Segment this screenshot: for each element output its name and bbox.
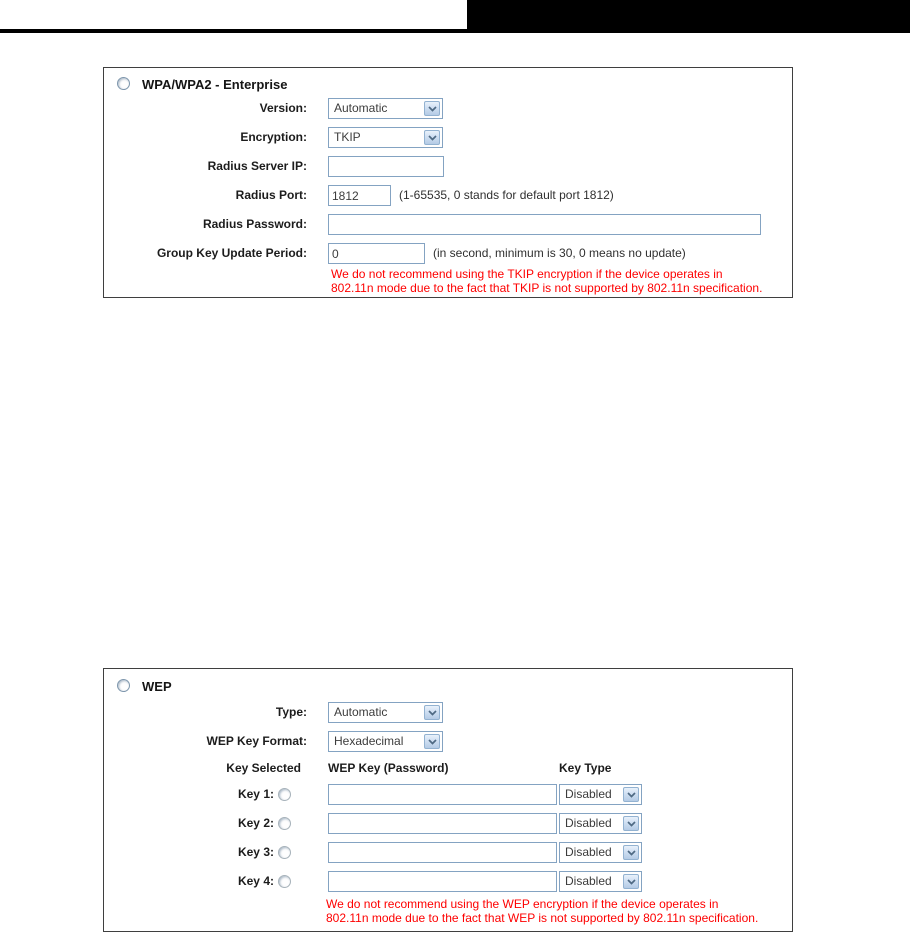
header-rule <box>0 29 910 33</box>
key4-radio[interactable] <box>278 875 291 888</box>
version-label: Version: <box>259 101 307 115</box>
key1-label: Key 1: <box>237 787 274 801</box>
wep-panel <box>103 668 793 932</box>
key4-type-select[interactable] <box>559 871 642 892</box>
key3-input[interactable] <box>328 842 557 863</box>
radius-port-input[interactable] <box>328 185 391 206</box>
wpa-panel-title: WPA/WPA2 - Enterprise <box>142 77 288 92</box>
encryption-select[interactable] <box>328 127 443 148</box>
wep-key-format-label: WEP Key Format: <box>206 734 307 748</box>
key2-input[interactable] <box>328 813 557 834</box>
encryption-select-value: TKIP <box>334 130 361 144</box>
key-selected-header: Key Selected <box>226 761 301 775</box>
wep-key-format-select-value: Hexadecimal <box>334 734 404 748</box>
group-key-update-period-input[interactable] <box>328 243 425 264</box>
wep-warning <box>326 898 758 925</box>
key4-label: Key 4: <box>237 874 274 888</box>
chevron-down-icon <box>424 705 440 720</box>
encryption-label: Encryption: <box>240 130 307 144</box>
chevron-down-icon <box>424 130 440 145</box>
wep-warning-line1: We do not recommend using the WEP encryption if the device operates in <box>326 897 719 911</box>
radius-port-label: Radius Port: <box>235 188 307 202</box>
key-type-header: Key Type <box>559 761 612 775</box>
chevron-down-icon <box>623 845 639 860</box>
key2-radio[interactable] <box>278 817 291 830</box>
wpa-warning-line2: 802.11n mode due to the fact that TKIP is not supported by 802.11n specification. <box>331 280 763 295</box>
key1-radio[interactable] <box>278 788 291 801</box>
radius-port-note: (1-65535, 0 stands for default port 1812) <box>399 188 614 202</box>
wpa-warning <box>331 268 762 295</box>
key3-label: Key 3: <box>237 845 274 859</box>
wep-key-format-select[interactable] <box>328 731 443 752</box>
version-select-value: Automatic <box>334 101 388 115</box>
version-select[interactable] <box>328 98 443 119</box>
wep-radio[interactable] <box>117 679 130 692</box>
wpa-enterprise-radio[interactable] <box>117 77 130 90</box>
wpa-enterprise-panel <box>103 67 793 298</box>
chevron-down-icon <box>424 734 440 749</box>
key1-type-select-value: Disabled <box>565 787 612 801</box>
wep-key-password-header: WEP Key (Password) <box>328 761 449 775</box>
group-key-update-period-label: Group Key Update Period: <box>156 246 307 260</box>
key4-input[interactable] <box>328 871 557 892</box>
key3-radio[interactable] <box>278 846 291 859</box>
group-key-update-period-note: (in second, minimum is 30, 0 means no update) <box>433 246 686 260</box>
key2-type-select-value: Disabled <box>565 816 612 830</box>
wep-type-select[interactable] <box>328 702 443 723</box>
key3-type-select[interactable] <box>559 842 642 863</box>
wep-panel-title: WEP <box>142 679 172 694</box>
chevron-down-icon <box>623 874 639 889</box>
wep-warning-line2: 802.11n mode due to the fact that WEP is not supported by 802.11n specification. <box>326 910 759 925</box>
key1-type-select[interactable] <box>559 784 642 805</box>
key2-label: Key 2: <box>237 816 274 830</box>
chevron-down-icon <box>623 816 639 831</box>
radius-server-ip-label: Radius Server IP: <box>207 159 307 173</box>
chevron-down-icon <box>623 787 639 802</box>
key2-type-select[interactable] <box>559 813 642 834</box>
radius-password-label: Radius Password: <box>202 217 307 231</box>
key4-type-select-value: Disabled <box>565 874 612 888</box>
radius-password-input[interactable] <box>328 214 761 235</box>
chevron-down-icon <box>424 101 440 116</box>
key3-type-select-value: Disabled <box>565 845 612 859</box>
wep-type-label: Type: <box>275 705 307 719</box>
radius-server-ip-input[interactable] <box>328 156 444 177</box>
wep-type-select-value: Automatic <box>334 705 388 719</box>
key1-input[interactable] <box>328 784 557 805</box>
wpa-warning-line1: We do not recommend using the TKIP encryption if the device operates in <box>331 267 723 281</box>
